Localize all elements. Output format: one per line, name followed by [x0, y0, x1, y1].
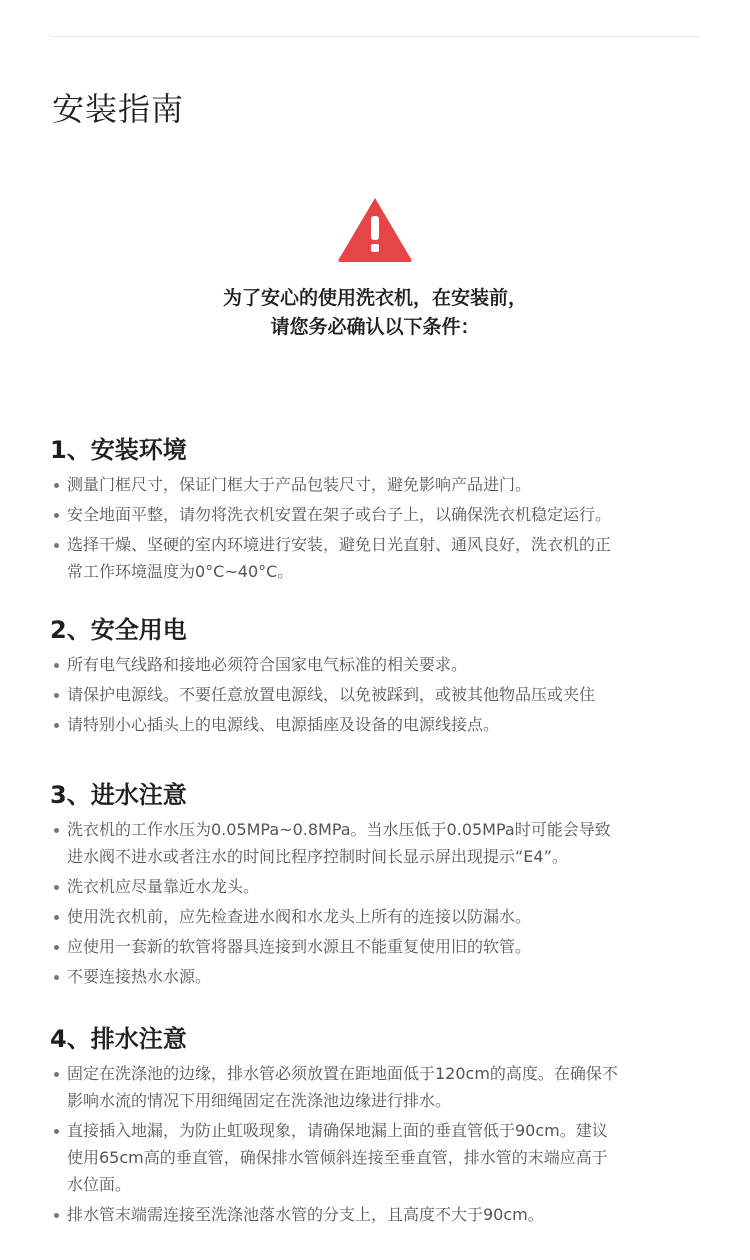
section-title: 2、安全用电 [50, 616, 187, 644]
list-item: 安全地面平整，请勿将洗衣机安置在架子或台子上，以确保洗衣机稳定运行。 [50, 501, 720, 528]
list-item: 直接插入地漏，为防止虹吸现象，请确保地漏上面的垂直管低于90cm。建议 使用65cm高的垂直管，确保排水管倾斜连接至垂直管，排水管的末端应高于 水位面。 [50, 1117, 720, 1198]
list-item: 洗衣机应尽量靠近水龙头。 [50, 873, 720, 900]
list-item: 选择干燥、坚硬的室内环境进行安装，避免日光直射、通风良好，洗衣机的正 常工作环境温度为0°C~40°C。 [50, 531, 720, 585]
section-title: 1、安装环境 [50, 436, 187, 464]
list-item: 测量门框尺寸，保证门框大于产品包装尺寸，避免影响产品进门。 [50, 471, 720, 498]
list-item: 排水管末端需连接至洗涤池落水管的分支上，且高度不大于90cm。 [50, 1201, 720, 1228]
list-item: 请保护电源线。不要任意放置电源线，以免被踩到，或被其他物品压或夹住 [50, 681, 720, 708]
list-item: 洗衣机的工作水压为0.05MPa~0.8MPa。当水压低于0.05MPa时可能会导致 进水阀不进水或者注水的时间比程序控制时间长显示屏出现提示“E4”。 [50, 816, 720, 870]
bullet-list [50, 651, 720, 738]
intro-line-1: 为了安心的使用洗衣机，在安装前， [222, 287, 527, 309]
list-item: 不要连接热水水源。 [50, 963, 720, 990]
section-installation-environment [50, 433, 720, 588]
list-item: 请特别小心插头上的电源线、电源插座及设备的电源线接点。 [50, 711, 720, 738]
warning-triangle-icon [335, 194, 415, 264]
list-item: 所有电气线路和接地必须符合国家电气标准的相关要求。 [50, 651, 720, 678]
list-item: 固定在洗涤池的边缘，排水管必须放置在距地面低于120cm的高度。在确保不 影响水流的情况下用细绳固定在洗涤池边缘进行排水。 [50, 1060, 720, 1114]
section-electrical-safety [50, 613, 720, 741]
bullet-list [50, 816, 720, 990]
intro-text [0, 284, 750, 342]
list-item: 应使用一套新的软管将器具连接到水源且不能重复使用旧的软管。 [50, 933, 720, 960]
bullet-list [50, 1060, 720, 1228]
section-water-inlet-notes [50, 778, 720, 993]
top-divider [50, 36, 700, 37]
page-title: 安装指南 [52, 90, 185, 129]
section-drainage-notes [50, 1022, 720, 1231]
intro-line-2: 请您务必确认以下条件： [270, 316, 480, 338]
section-title: 4、排水注意 [50, 1025, 187, 1053]
list-item: 使用洗衣机前，应先检查进水阀和水龙头上所有的连接以防漏水。 [50, 903, 720, 930]
bullet-list [50, 471, 720, 585]
section-title: 3、进水注意 [50, 781, 187, 809]
